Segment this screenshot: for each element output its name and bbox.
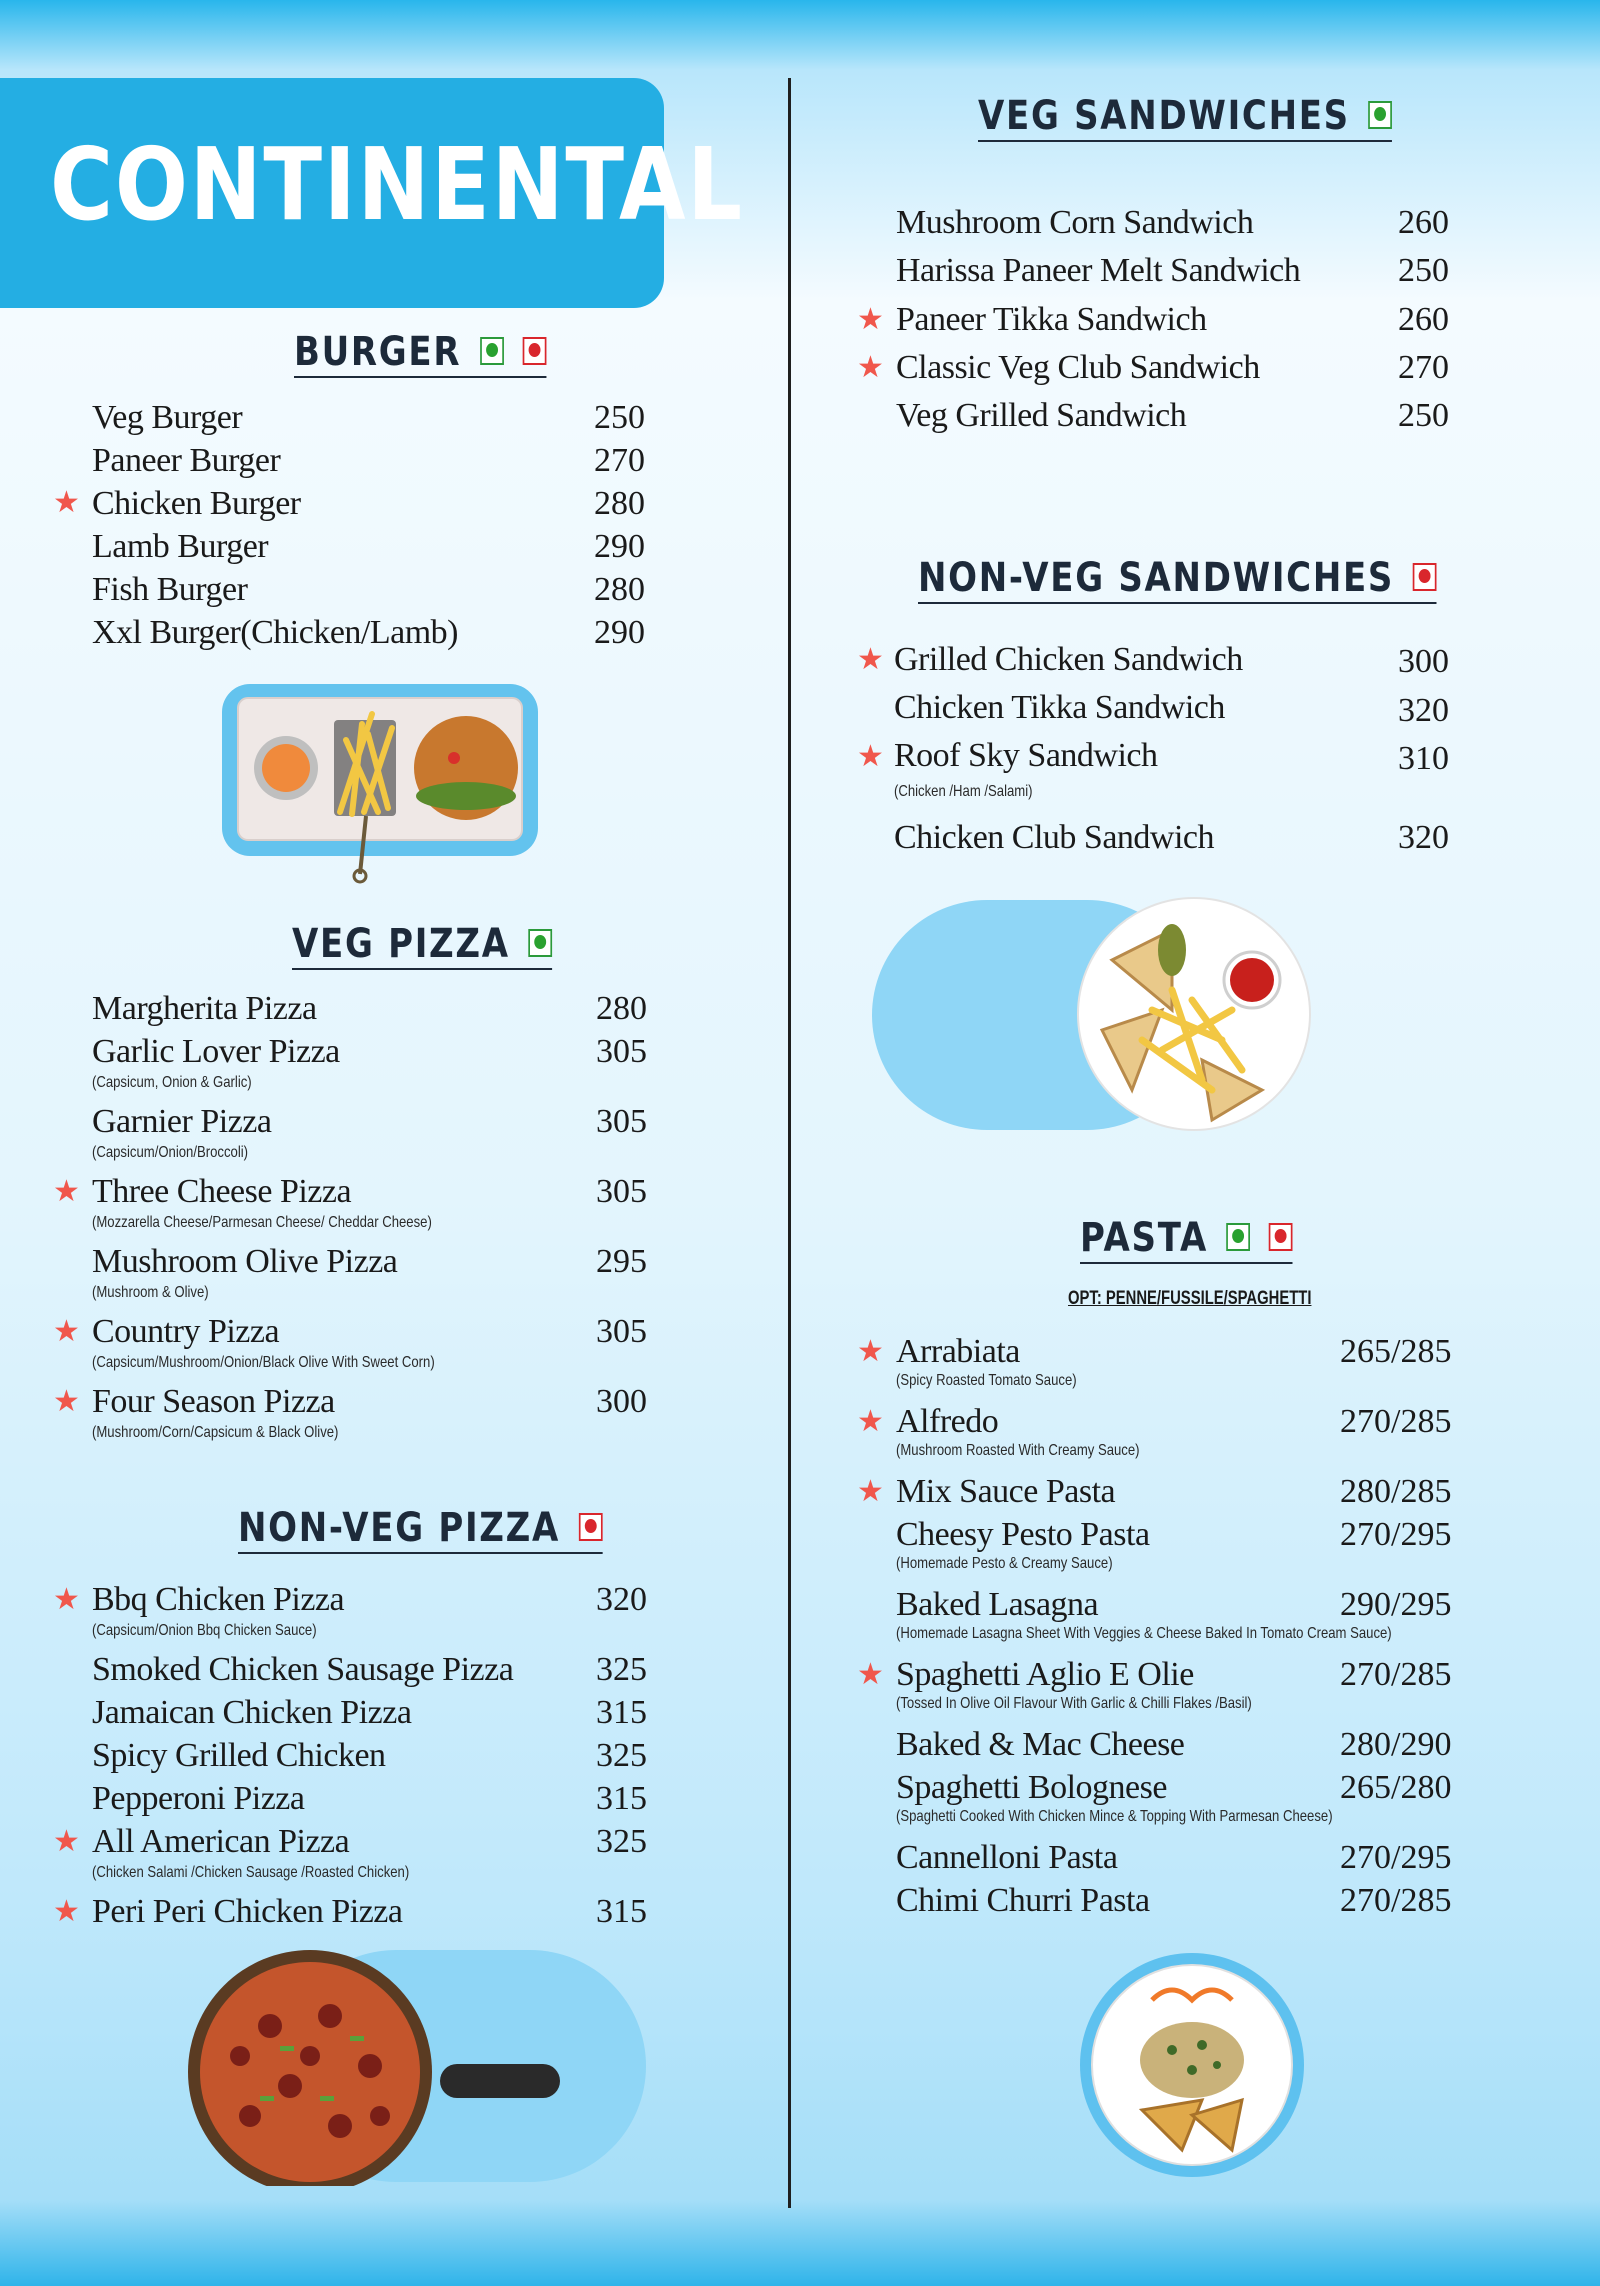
item-price: 305	[596, 1313, 647, 1350]
item-name: Arrabiata	[896, 1333, 1020, 1370]
star-icon: ★	[857, 739, 884, 774]
item-price: 265/285	[1340, 1333, 1452, 1370]
item-name: Veg Grilled Sandwich	[896, 397, 1187, 434]
item-price: 280	[596, 990, 647, 1027]
star-icon: ★	[53, 1314, 80, 1349]
item-name: Chicken Club Sandwich	[894, 819, 1215, 856]
veg-icon	[1368, 101, 1392, 129]
item-description: (Capsicum, Onion & Garlic)	[92, 1074, 252, 1091]
veg-sandwiches-section-title	[978, 93, 1392, 142]
item-price: 290	[594, 614, 645, 651]
burger-plate-photo	[222, 684, 538, 884]
star-icon: ★	[857, 1334, 884, 1369]
star-icon: ★	[53, 485, 80, 520]
item-name: Baked & Mac Cheese	[896, 1726, 1185, 1763]
star-icon: ★	[53, 1894, 80, 1929]
item-description: (Mushroom/Corn/Capsicum & Black Olive)	[92, 1424, 339, 1441]
item-price: 295	[596, 1243, 647, 1280]
item-price: 260	[1398, 301, 1449, 338]
pizza-photo	[180, 1946, 650, 2186]
veg-pizza-section-title	[292, 921, 552, 970]
item-name: Paneer Tikka Sandwich	[896, 301, 1207, 338]
item-description: (Chicken Salami /Chicken Sausage /Roasted Chicken)	[92, 1864, 410, 1881]
item-description: (Spicy Roasted Tomato Sauce)	[896, 1372, 1077, 1389]
item-name: Baked Lasagna	[896, 1586, 1099, 1623]
star-icon: ★	[53, 1384, 80, 1419]
item-name: Fish Burger	[92, 571, 248, 608]
item-name: Peri Peri Chicken Pizza	[92, 1893, 403, 1930]
item-price: 270/295	[1340, 1516, 1452, 1553]
item-name: Smoked Chicken Sausage Pizza	[92, 1651, 514, 1688]
item-price: 320	[1398, 692, 1449, 729]
item-name: Garnier Pizza	[92, 1103, 272, 1140]
item-description: (Tossed In Olive Oil Flavour With Garlic & Chilli Flakes /Basil)	[896, 1695, 1252, 1712]
item-price: 300	[596, 1383, 647, 1420]
star-icon: ★	[53, 1824, 80, 1859]
item-price: 280/290	[1340, 1726, 1452, 1763]
item-name: Margherita Pizza	[92, 990, 317, 1027]
item-price: 270/285	[1340, 1403, 1452, 1440]
item-name: Chicken Burger	[92, 485, 301, 522]
veg-pizza-title-text: VEG PIZZA	[292, 921, 510, 967]
item-price: 250	[1398, 397, 1449, 434]
item-name: Cannelloni Pasta	[896, 1839, 1118, 1876]
item-name: Bbq Chicken Pizza	[92, 1581, 345, 1618]
veg-icon	[1227, 1223, 1251, 1251]
item-name: Country Pizza	[92, 1313, 280, 1350]
item-name: Mushroom Corn Sandwich	[896, 204, 1254, 241]
item-price: 250	[594, 399, 645, 436]
item-name: Three Cheese Pizza	[92, 1173, 352, 1210]
item-price: 270/285	[1340, 1656, 1452, 1693]
item-description: (Mushroom & Olive)	[92, 1284, 209, 1301]
item-name: Paneer Burger	[92, 442, 281, 479]
nonveg-icon	[579, 1513, 603, 1541]
nonveg-icon	[1269, 1223, 1293, 1251]
column-divider	[788, 78, 791, 2208]
item-price: 290/295	[1340, 1586, 1452, 1623]
item-price: 305	[596, 1173, 647, 1210]
item-description: (Capsicum/Onion Bbq Chicken Sauce)	[92, 1622, 317, 1639]
item-name: Classic Veg Club Sandwich	[896, 349, 1260, 386]
nonveg-pizza-section-title	[238, 1505, 602, 1554]
item-price: 270	[1398, 349, 1449, 386]
item-price: 290	[594, 528, 645, 565]
burger-title-text: BURGER	[294, 329, 462, 375]
item-price: 270/285	[1340, 1882, 1452, 1919]
nonveg-icon	[1413, 563, 1437, 591]
pasta-options-note: OPT: PENNE/FUSSILE/SPAGHETTI	[1068, 1288, 1312, 1309]
item-name: Xxl Burger(Chicken/Lamb)	[92, 614, 459, 651]
item-price: 305	[596, 1103, 647, 1140]
star-icon: ★	[857, 1404, 884, 1439]
club-sandwich-photo	[872, 890, 1312, 1140]
item-price: 280/285	[1340, 1473, 1452, 1510]
item-name: Spaghetti Aglio E Olie	[896, 1656, 1194, 1693]
item-name: Spaghetti Bolognese	[896, 1769, 1167, 1806]
pasta-section-title	[1080, 1215, 1293, 1264]
item-name: Chicken Tikka Sandwich	[894, 689, 1225, 726]
star-icon: ★	[857, 1657, 884, 1692]
star-icon: ★	[857, 1474, 884, 1509]
item-description: (Mushroom Roasted With Creamy Sauce)	[896, 1442, 1140, 1459]
item-name: Cheesy Pesto Pasta	[896, 1516, 1150, 1553]
item-name: Pepperoni Pizza	[92, 1780, 305, 1817]
item-price: 270	[594, 442, 645, 479]
star-icon: ★	[53, 1582, 80, 1617]
star-icon: ★	[857, 350, 884, 385]
item-price: 325	[596, 1651, 647, 1688]
star-icon: ★	[857, 302, 884, 337]
item-price: 270/295	[1340, 1839, 1452, 1876]
item-description: (Capsicum/Onion/Broccoli)	[92, 1144, 249, 1161]
item-price: 305	[596, 1033, 647, 1070]
item-name: Harissa Paneer Melt Sandwich	[896, 252, 1301, 289]
star-icon: ★	[857, 642, 884, 677]
item-price: 260	[1398, 204, 1449, 241]
item-name: Jamaican Chicken Pizza	[92, 1694, 412, 1731]
nonveg-pizza-title-text: NON-VEG PIZZA	[238, 1505, 561, 1551]
veg-icon	[480, 337, 504, 365]
burger-section-title	[294, 329, 546, 378]
item-description: (Homemade Lasagna Sheet With Veggies & Cheese Baked In Tomato Cream Sauce)	[896, 1625, 1392, 1642]
item-price: 325	[596, 1737, 647, 1774]
item-price: 265/280	[1340, 1769, 1452, 1806]
item-price: 315	[596, 1694, 647, 1731]
star-icon: ★	[53, 1174, 80, 1209]
pasta-title-text: PASTA	[1080, 1215, 1208, 1261]
item-name: All American Pizza	[92, 1823, 350, 1860]
item-description: (Chicken /Ham /Salami)	[894, 783, 1033, 800]
item-name: Garlic Lover Pizza	[92, 1033, 340, 1070]
item-price: 310	[1398, 740, 1449, 777]
item-name: Four Season Pizza	[92, 1383, 335, 1420]
item-price: 300	[1398, 643, 1449, 680]
item-description: (Homemade Pesto & Creamy Sauce)	[896, 1555, 1113, 1572]
item-name: Roof Sky Sandwich	[894, 737, 1158, 774]
item-price: 315	[596, 1780, 647, 1817]
item-price: 320	[596, 1581, 647, 1618]
item-price: 280	[594, 485, 645, 522]
item-price: 315	[596, 1893, 647, 1930]
item-name: Lamb Burger	[92, 528, 269, 565]
pasta-photo	[1072, 1950, 1312, 2180]
item-name: Mix Sauce Pasta	[896, 1473, 1116, 1510]
nonveg-icon	[522, 337, 546, 365]
nonveg-sandwiches-section-title	[918, 555, 1437, 604]
nonveg-sandwiches-title-text: NON-VEG SANDWICHES	[918, 555, 1395, 601]
item-name: Mushroom Olive Pizza	[92, 1243, 398, 1280]
item-name: Chimi Churri Pasta	[896, 1882, 1150, 1919]
item-name: Veg Burger	[92, 399, 243, 436]
item-price: 280	[594, 571, 645, 608]
veg-icon	[528, 929, 552, 957]
item-price: 320	[1398, 819, 1449, 856]
page-title: CONTINENTAL	[50, 126, 744, 243]
item-price: 250	[1398, 252, 1449, 289]
item-description: (Spaghetti Cooked With Chicken Mince & Topping With Parmesan Cheese)	[896, 1808, 1333, 1825]
item-description: (Capsicum/Mushroom/Onion/Black Olive With Sweet Corn)	[92, 1354, 435, 1371]
veg-sandwiches-title-text: VEG SANDWICHES	[978, 93, 1350, 139]
item-name: Spicy Grilled Chicken	[92, 1737, 386, 1774]
item-price: 325	[596, 1823, 647, 1860]
item-name: Alfredo	[896, 1403, 999, 1440]
item-name: Grilled Chicken Sandwich	[894, 641, 1243, 678]
item-description: (Mozzarella Cheese/Parmesan Cheese/ Cheddar Cheese)	[92, 1214, 432, 1231]
